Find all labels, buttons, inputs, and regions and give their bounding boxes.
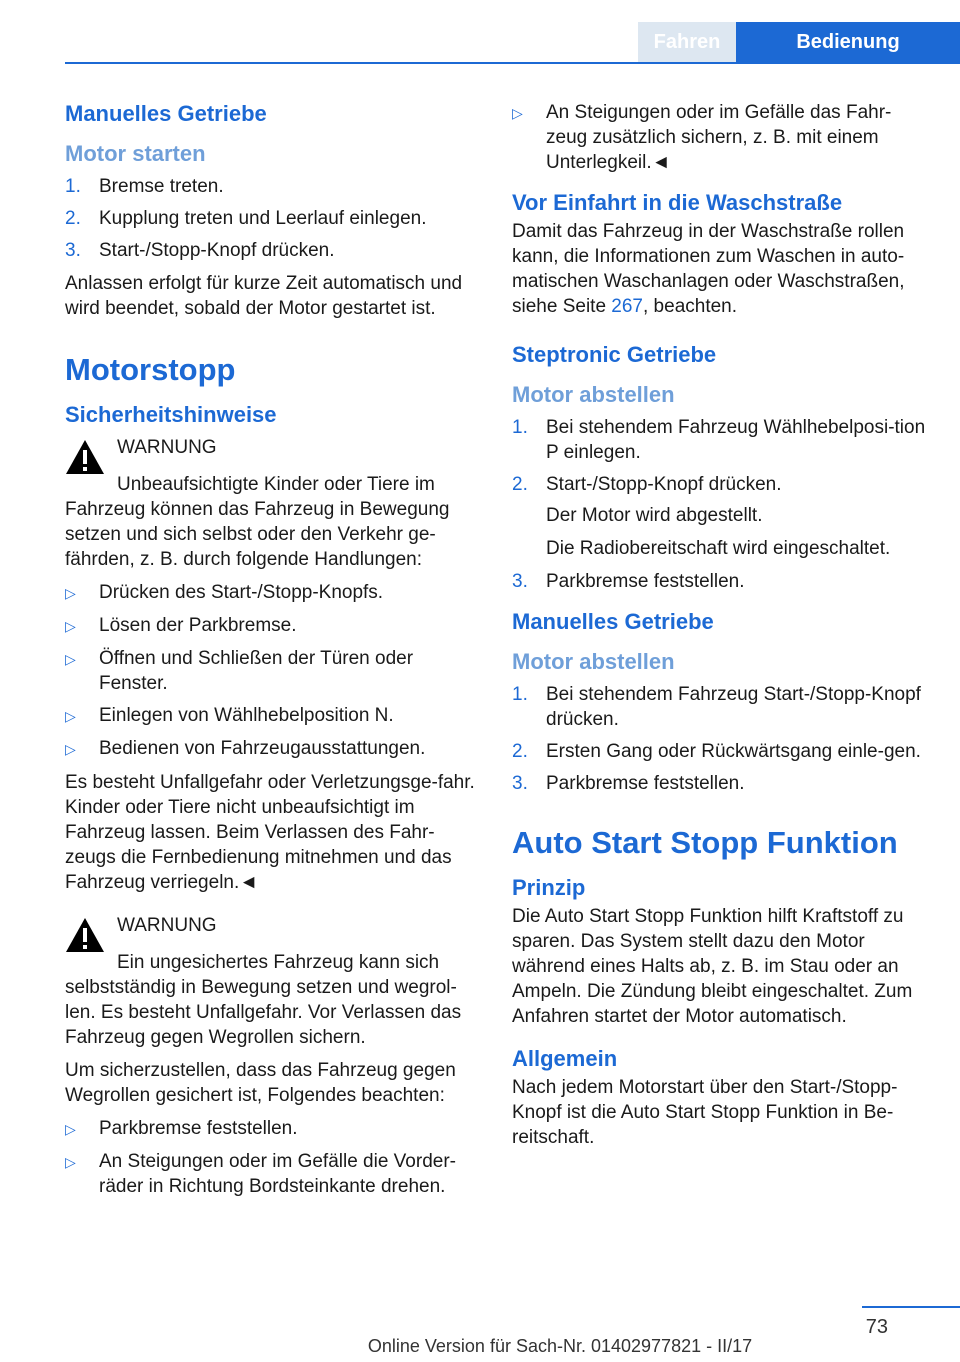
warning-1-after: Es besteht Unfallgefahr oder Verletzungsge-fahr. Kinder oder Tiere nicht unbeaufsichtigt im Fahrzeug lassen. Beim Verlassen des Fahr-zeugs die Fernbedienung mitnehmen und das Fahrzeug verriegeln.◄ (65, 772, 475, 893)
heading-auto-start-stopp: Auto Start Stopp Funktion (512, 825, 898, 860)
prinzip-text: Die Auto Start Stopp Funktion hilft Kraftstoff zu sparen. Das System stellt dazu den Motor während eines Halts ab, z. B. im Stau oder an Ampeln. Die Zündung bleibt eingeschaltet. Zum Anfahren startet der Motor automatisch. (512, 906, 913, 1027)
heading-waschstrasse: Vor Einfahrt in die Waschstraße (512, 190, 843, 215)
tab-fahren[interactable]: Fahren (638, 22, 736, 62)
manual-steps (512, 682, 932, 796)
heading-motor-abstellen-1: Motor abstellen (512, 382, 675, 407)
heading-manuelles-getriebe-2: Manuelles Getriebe (512, 609, 714, 634)
warning-1-list (65, 580, 485, 762)
list-item: ▷ An Steigungen oder im Gefälle das Fahr-zeug zusätzlich sichern, z. B. mit einem Unterlegkeil.◄ (512, 102, 892, 173)
footer-rule (862, 1306, 960, 1308)
continued-list (512, 100, 932, 175)
warning-icon (65, 435, 117, 480)
allgemein-text: Nach jedem Motorstart über den Start-/Stopp-Knopf ist die Auto Start Stopp Funktion in Be-reitschaft. (512, 1077, 898, 1148)
heading-motor-starten: Motor starten (65, 141, 206, 166)
list-item: ▷ Lösen der Parkbremse. (65, 615, 297, 636)
warning-2-list (65, 1116, 485, 1199)
heading-sicherheitshinweise: Sicherheitshinweise (65, 402, 277, 427)
waschstrasse-text: Damit das Fahrzeug in der Waschstraße rollen kann, die Informationen zum Waschen in auto-matischen Waschanlagen oder Waschstraßen, siehe Seite 267, beachten. (512, 221, 905, 317)
start-steps (65, 174, 485, 263)
start-note: Anlassen erfolgt für kurze Zeit automatisch und wird beendet, sobald der Motor gestartet ist. (65, 273, 463, 319)
step2-sub-1: Der Motor wird abgestellt. (546, 505, 763, 526)
tab-bedienung[interactable]: Bedienung (736, 22, 960, 62)
list-item: ▷ Parkbremse feststellen. (65, 1118, 298, 1139)
step2-sub-2: Die Radiobereitschaft wird eingeschaltet. (546, 538, 891, 559)
steptronic-steps (512, 415, 932, 497)
footer-online-version: Online Version für Sach-Nr. 01402977821 - II/17 (367, 1336, 753, 1356)
heading-steptronic: Steptronic Getriebe (512, 342, 717, 367)
list-item: 3. Start-/Stopp-Knopf drücken. (65, 240, 335, 261)
list-item: 3. Parkbremse feststellen. (512, 773, 745, 794)
warning-text-2: Ein ungesichertes Fahrzeug kann sich selbstständig in Bewegung setzen und wegrol-len. Es besteht Unfallgefahr. Vor Verlassen das Fahrzeug gegen Wegrollen sichern. (65, 952, 462, 1048)
heading-prinzip: Prinzip (512, 875, 586, 900)
left-column (65, 100, 485, 1207)
page-number: 73 (865, 1316, 888, 1338)
list-item: ▷ Bedienen von Fahrzeugausstattungen. (65, 738, 426, 759)
heading-allgemein: Allgemein (512, 1046, 618, 1071)
heading-motor-abstellen-2: Motor abstellen (512, 649, 675, 674)
warning-text-1: Unbeaufsichtigte Kinder oder Tiere im Fahrzeug können das Fahrzeug in Bewegung setzen und sich selbst oder den Verkehr ge-fährden, z. B. durch folgende Handlungen: (65, 474, 450, 570)
list-item: 2. Kupplung treten und Leerlauf einlegen. (65, 208, 427, 229)
warning-label: WARNUNG (117, 437, 217, 458)
warning-label: WARNUNG (117, 915, 217, 936)
warning-icon (65, 913, 117, 958)
steptronic-steps-cont (512, 569, 932, 594)
list-item: 1. Bremse treten. (65, 176, 224, 197)
list-item: ▷ Einlegen von Wählhebelposition N. (65, 705, 394, 726)
chapter-tabs (638, 22, 960, 62)
list-item: ▷ An Steigungen oder im Gefälle die Vorder-räder in Richtung Bordsteinkante drehen. (65, 1151, 456, 1197)
list-item: ▷ Drücken des Start-/Stopp-Knopfs. (65, 582, 384, 603)
list-item: 1. Bei stehendem Fahrzeug Start-/Stopp-Knopf drücken. (512, 684, 921, 730)
list-item: 1. Bei stehendem Fahrzeug Wählhebelposi-tion P einlegen. (512, 417, 926, 463)
heading-motorstopp: Motorstopp (65, 352, 236, 387)
list-item: ▷ Öffnen und Schließen der Türen oder Fenster. (65, 648, 414, 694)
list-item: 2. Ersten Gang oder Rückwärtsgang einle-gen. (512, 741, 921, 762)
list-item: 3. Parkbremse feststellen. (512, 571, 745, 592)
heading-manuelles-getriebe: Manuelles Getriebe (65, 101, 267, 126)
right-column (512, 100, 932, 1158)
page-link-267[interactable]: 267 (611, 296, 643, 317)
warning-2-after: Um sicherzustellen, dass das Fahrzeug gegen Wegrollen gesichert ist, Folgendes beachten: (65, 1060, 456, 1106)
header-rule (65, 62, 960, 64)
list-item: 2. Start-/Stopp-Knopf drücken. (512, 474, 782, 495)
